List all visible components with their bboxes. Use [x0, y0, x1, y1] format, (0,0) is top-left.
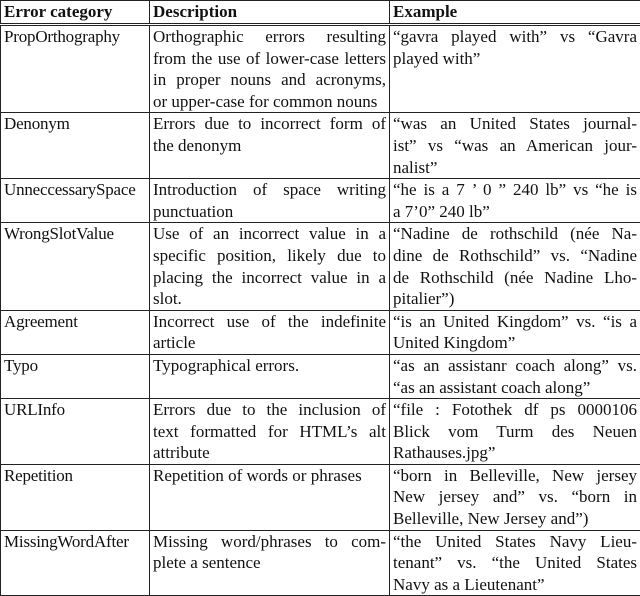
description-cell — [150, 25, 390, 113]
example-line: Rathauses.jpg” — [393, 442, 637, 464]
example-cell — [390, 354, 640, 398]
category-text: Agreement — [4, 311, 146, 333]
category-text: Typo — [4, 355, 146, 377]
example-line: de Rothschild (née Nadine Lho- — [393, 267, 637, 289]
example-line: New jersey and” vs. “born in — [393, 486, 637, 508]
description-line: text formatted for HTML’s alt — [153, 421, 386, 443]
example-line: “is an United Kingdom” vs. “is a — [393, 311, 637, 333]
category-cell — [1, 179, 150, 223]
description-cell — [150, 223, 390, 310]
category-text: Repetition — [4, 465, 146, 487]
description-cell — [150, 399, 390, 465]
example-line: “as an assistant coach along” — [393, 377, 637, 399]
example-cell — [390, 464, 640, 530]
description-line: article — [153, 332, 386, 354]
category-cell — [1, 399, 150, 465]
description-line: or upper-case for common nouns — [153, 91, 386, 113]
example-line: “file : Fotothek df ps 0000106 — [393, 399, 637, 421]
description-cell — [150, 179, 390, 223]
table-row — [1, 179, 640, 223]
description-line: the denonym — [153, 135, 386, 157]
description-line: Errors due to the inclusion of — [153, 399, 386, 421]
description-line: punctuation — [153, 201, 386, 223]
category-cell — [1, 354, 150, 398]
example-line: “was an United States journal- — [393, 113, 637, 135]
table-body — [1, 25, 640, 596]
table-row — [1, 464, 640, 530]
example-line: Navy as a Lieutenant” — [393, 574, 637, 596]
example-line: Belleville, New Jersey and”) — [393, 508, 637, 530]
example-line: “Nadine de rothschild (née Na- — [393, 223, 637, 245]
category-cell — [1, 530, 150, 596]
header-description: Description — [150, 1, 390, 25]
description-line: Introduction of space writing — [153, 179, 386, 201]
category-text: UnneccessarySpace — [4, 179, 146, 201]
example-line: “the United States Navy Lieu- — [393, 531, 637, 553]
header-row — [1, 1, 640, 25]
example-line: “born in Belleville, New jersey — [393, 465, 637, 487]
category-cell — [1, 464, 150, 530]
example-cell — [390, 399, 640, 465]
description-line: attribute — [153, 442, 386, 464]
description-line: Missing word/phrases to com- — [153, 531, 386, 553]
category-text: PropOrthography — [4, 26, 146, 48]
description-line: Repetition of words or phrases — [153, 465, 386, 487]
example-line: tenant” vs. “the United States — [393, 552, 637, 574]
example-cell — [390, 25, 640, 113]
table-row — [1, 223, 640, 310]
example-cell — [390, 179, 640, 223]
example-line: a 7’0” 240 lb” — [393, 201, 637, 223]
example-cell — [390, 530, 640, 596]
example-line: “gavra played with” vs “Gavra — [393, 26, 637, 48]
example-line: nalist” — [393, 157, 637, 179]
description-cell — [150, 310, 390, 354]
description-cell — [150, 530, 390, 596]
example-line: “he is a 7 ’ 0 ” 240 lb” vs “he is — [393, 179, 637, 201]
table-row — [1, 310, 640, 354]
category-cell — [1, 223, 150, 310]
category-text: MissingWordAfter — [4, 531, 146, 553]
description-line: Incorrect use of the indefinite — [153, 311, 386, 333]
table-row — [1, 354, 640, 398]
example-cell — [390, 310, 640, 354]
table-row — [1, 25, 640, 113]
header-example: Example — [390, 1, 640, 25]
example-line: played with” — [393, 48, 637, 70]
description-cell — [150, 354, 390, 398]
description-line: from the use of lower-case letters — [153, 48, 386, 70]
description-line: specific position, likely due to — [153, 245, 386, 267]
category-cell — [1, 25, 150, 113]
description-line: Errors due to incorrect form of — [153, 113, 386, 135]
category-cell — [1, 310, 150, 354]
example-line: ist” vs “was an American jour- — [393, 135, 637, 157]
example-cell — [390, 113, 640, 179]
description-cell — [150, 464, 390, 530]
description-line: Orthographic errors resulting — [153, 26, 386, 48]
category-text: WrongSlotValue — [4, 223, 146, 245]
header-error-category: Error category — [1, 1, 150, 25]
table-row — [1, 399, 640, 465]
table-row — [1, 530, 640, 596]
category-text: Denonym — [4, 113, 146, 135]
description-line: in proper nouns and acronyms, — [153, 69, 386, 91]
example-line: dine de Rothschild” vs. “Nadine — [393, 245, 637, 267]
description-line: Typographical errors. — [153, 355, 386, 377]
example-line: pitalier”) — [393, 288, 637, 310]
example-line: United Kingdom” — [393, 332, 637, 354]
example-line: “as an assistanr coach along” vs. — [393, 355, 637, 377]
table-row — [1, 113, 640, 179]
category-cell — [1, 113, 150, 179]
example-line: Blick vom Turm des Neuen — [393, 421, 637, 443]
description-line: placing the incorrect value in a — [153, 267, 386, 289]
description-line: plete a sentence — [153, 552, 386, 574]
category-text: URLInfo — [4, 399, 146, 421]
description-line: slot. — [153, 288, 386, 310]
example-cell — [390, 223, 640, 310]
description-cell — [150, 113, 390, 179]
description-line: Use of an incorrect value in a — [153, 223, 386, 245]
